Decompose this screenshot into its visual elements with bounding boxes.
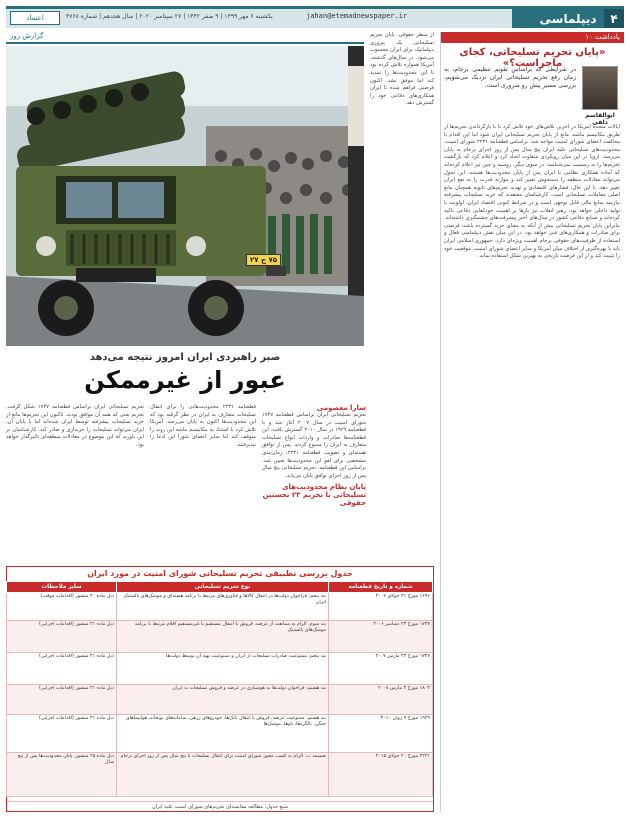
table-cell: ۲۲۳۱ مورخ ۲۰ جولای ۲۰۱۵	[329, 753, 433, 797]
table-cell: ۱۷۴۷ مورخ ۲۴ مارس ۲۰۰۷	[329, 653, 433, 685]
byline: سارا معصومی	[316, 404, 366, 412]
opinion-column	[440, 32, 624, 812]
table-header: سایر ملاحظات	[7, 582, 117, 593]
column-header: یادداشت ۱۰	[441, 32, 624, 43]
sanctions-table	[6, 581, 433, 797]
table-cell: ۱۷۳۷ مورخ ۲۳ دسامبر ۲۰۰۶	[329, 621, 433, 653]
section-email[interactable]: jahan@etemadnewspaper.ir	[306, 12, 408, 20]
story-column-main: از منظر حقوقی، پایان تحریم تسلیحاتی یک پیروزی دیپلماتیک برای ایران محسوب می‌شود. در سال‌های گذشته، آمریکا همواره تلاش کرده بود تا این محدودیت‌ها را تمدید کند اما موفق نشد. اکنون فرصتی فراهم شده تا ایران همکاری‌های دفاعی خود را گسترش دهد.	[370, 32, 434, 107]
newspaper-logo: اعتماد	[10, 11, 60, 25]
report-tag	[6, 32, 364, 44]
story-text-a: تحریم تسلیحاتی ایران براساس قطعنامه ۱۷۴۷ شورای امنیت در سال ۲۰۰۷ آغاز شد و با قطعنامه ۱۹۲۹ در سال ۲۰۱۰ گسترش یافت. این قطعنامه‌ها صادرات و واردات انواع تسلیحات متعارف به ایران را ممنوع کردند. پس از توافق هسته‌ای و تصویب قطعنامه ۲۲۳۱، زمان‌بندی مشخصی برای لغو این محدودیت‌ها تعیین شد. براساس این قطعنامه، تحریم تسلیحاتی پنج سال پس از روز اجرای توافق پایان می‌یابد.	[262, 412, 366, 479]
table-cell: ضمیمه ب: الزام به کسب مجوز شورای امنیت برای انتقال تسلیحات تا پنج سال پس از روز اجرای برجام	[117, 753, 329, 797]
column-title: «پایان تحریم تسلیحاتی، کجای ماجراست؟»	[459, 47, 606, 69]
table-row	[7, 653, 433, 685]
table-row	[7, 621, 433, 653]
page-number: ۴	[604, 9, 624, 28]
table-cell: ۱۶۹۶ مورخ ۳۱ جولای ۲۰۰۶	[329, 593, 433, 621]
story-column-b: قطعنامه ۲۲۳۱ محدودیت‌هایی را برای انتقال تسلیحات متعارف به ایران در نظر گرفته بود که این محدودیت‌ها اکنون به پایان می‌رسد. آمریکا تلاش کرد با استناد به مکانیسم ماشه این روند را متوقف کند اما سایر اعضای شورا این ادعا را نپذیرفتند.	[150, 404, 256, 448]
table-cell: ذیل ماده ۲۵ منشور، پایان محدودیت‌ها پس از پنج سال	[7, 753, 117, 797]
author-name: ابوالقاسم دلفی	[585, 112, 615, 126]
section-title: دیپلماسی	[512, 9, 624, 28]
table-cell: ذیل ماده ۴۱ منشور (اقدامات اجرایی)	[7, 621, 117, 653]
story-column-c: تحریم تسلیحاتی ایران براساس قطعنامه ۱۷۴۷ شکل گرفت. تحریم یعنی که همه آن موافق بودند. تاکنون این تحریم‌ها مانع از خرید تسلیحات پیشرفته توسط ایران شده‌اند اما با پایان آن، ایران می‌تواند تسلیحات را خریداری و صادر کند. کارشناسان بر این باورند که این موضوع در معادلات منطقه‌ای تاثیرگذار خواهد بود.	[6, 404, 144, 448]
table-cell: ذیل ماده ۴۱ منشور (اقدامات اجرایی)	[7, 653, 117, 685]
story-headline: عبور از غیرممکن	[84, 366, 286, 394]
license-plate: ۷۵ ج ۲۷	[246, 254, 281, 266]
table-cell: بند سوم: الزام به ممانعت از عرضه، فروش یا انتقال مستقیم یا غیرمستقیم اقلام مرتبط با برنامه موشک‌های بالستیک	[117, 621, 329, 653]
table-row	[7, 685, 433, 715]
table-cell: ۱۹۲۹ مورخ ۹ ژوئن ۲۰۱۰	[329, 715, 433, 753]
story-kicker: صبر راهبردی ایران امروز نتیجه می‌دهد	[89, 352, 281, 363]
issue-date-line: یکشنبه ۶ مهر ۱۳۹۹ | ۹ صفر ۱۴۴۲ | ۲۷ سپتامبر ۲۰۲۰ | سال هجدهم | شماره ۴۷۶۸	[66, 13, 273, 20]
story-subhead: پایان نظام محدودیت‌های تسلیحاتی با تحریم ۲۳ نخستین حقوقی	[262, 483, 366, 508]
table-title: جدول بررسی تطبیقی تحریم تسلیحاتی شورای امنیت در مورد ایران	[7, 567, 433, 581]
author-photo	[582, 66, 618, 110]
table-cell: بند پنجم: ممنوعیت صادرات تسلیحات از ایران و ممنوعیت تهیه آن توسط دولت‌ها	[117, 653, 329, 685]
table-cell: ذیل ماده ۴۰ منشور (اقدامات موقت)	[7, 593, 117, 621]
report-tag-label: گزارش روز	[10, 32, 44, 40]
column-body: ایالات متحده آمریکا در آخرین تلاش‌های خود تلاش کرد تا با بازگرداندن تحریم‌ها از طریق مکانیسم ماشه، مانع از پایان تحریم تسلیحاتی ایران شود اما این اقدام با مخالفت اعضای شورای امنیت مواجه شد. براساس قطعنامه ۲۲۳۱ شورای امنیت، محدودیت‌های تسلیحاتی علیه ایران پنج سال پس از روز اجرای برجام به پایان می‌رسد. اروپا در این میان رویکردی متفاوت اتخاذ کرد و اعلام کرد که بازگشت تحریم‌ها را به رسمیت نمی‌شناسد. در سوی دیگر، روسیه و چین نیز اعلام کرده‌اند که آماده همکاری نظامی با ایران پس از پایان محدودیت‌ها هستند. این تحول می‌تواند معادلات منطقه را دستخوش تغییر کند و موازنه قدرت را به نفع ایران تغییر دهد. با این حال، فشارهای اقتصادی و تهدید تحریم‌های ثانویه همچنان مانع اصلی معاملات تسلیحاتی است. کارشناسان معتقدند که خرید تسلیحات پیشرفته نیازمند منابع مالی قابل توجهی است و در شرایط کنونی اقتصاد ایران، اولویت با تولید داخلی خواهد بود. رهبر انقلاب نیز بارها بر اهمیت خودکفایی دفاعی تاکید کرده‌اند و صنایع دفاعی کشور در سال‌های اخیر پیشرفت‌های چشمگیری داشته‌اند. بنابراین پایان تحریم تسلیحاتی بیش از آنکه به معنای خرید گسترده باشد، فرصتی برای صادرات و همکاری‌های فنی خواهد بود. در این میان نقش دیپلماسی فعال و استفاده از ظرفیت‌های حقوقی برجام اهمیت ویژه‌ای دارد. جمهوری اسلامی ایران باید با بهره‌گیری از اختلاف میان آمریکا و سایر اعضای شورای امنیت، موقعیت خود را تثبیت کند و از این فرصت تاریخی به بهترین شکل استفاده نماید.	[444, 124, 620, 260]
table-header-row	[7, 582, 433, 593]
table-row	[7, 753, 433, 797]
table-header: شماره و تاریخ قطعنامه	[329, 582, 433, 593]
table-header: نوع تحریم تسلیحاتی	[117, 582, 329, 593]
table-cell: بند هشتم: ممنوعیت عرضه، فروش یا انتقال تانک‌ها، خودروهای زرهی، سامانه‌های توپخانه، هواپیماهای جنگی، بالگردها، ناوها، موشک‌ها	[117, 715, 329, 753]
table-cell: بند هشتم: فراخوان دولت‌ها به هوشیاری در عرضه و فروش تسلیحات به ایران	[117, 685, 329, 715]
table-row	[7, 715, 433, 753]
table-cell: ذیل ماده ۴۱ منشور (اقدامات اجرایی)	[7, 685, 117, 715]
parade-photo	[6, 46, 364, 346]
military-truck-illustration	[6, 46, 364, 346]
table-cell: بند پنجم: فراخوان دولت‌ها در انتقال کالاها و فناوری‌های مرتبط با برنامه هسته‌ای و موشک‌های بالستیک ایران	[117, 593, 329, 621]
table-footnote: منبع جدول: مطالعه مقایسه‌ای تحریم‌های شورای امنیت علیه ایران	[7, 801, 433, 811]
comparison-table	[6, 566, 434, 812]
masthead	[6, 6, 624, 28]
column-lede: در شرایطی که براساس تقویم تنظیمی برجام، به زمان رفع تحریم تسلیحاتی ایران نزدیک می‌شویم، بررسی مسیر پیش رو ضروری است.	[444, 66, 576, 89]
table-cell: ذیل ماده ۴۱ منشور (اقدامات اجرایی)	[7, 715, 117, 753]
table-row	[7, 593, 433, 621]
table-cell: ۱۸۰۳ مورخ ۳ مارس ۲۰۰۸	[329, 685, 433, 715]
story-column-a	[262, 404, 366, 564]
